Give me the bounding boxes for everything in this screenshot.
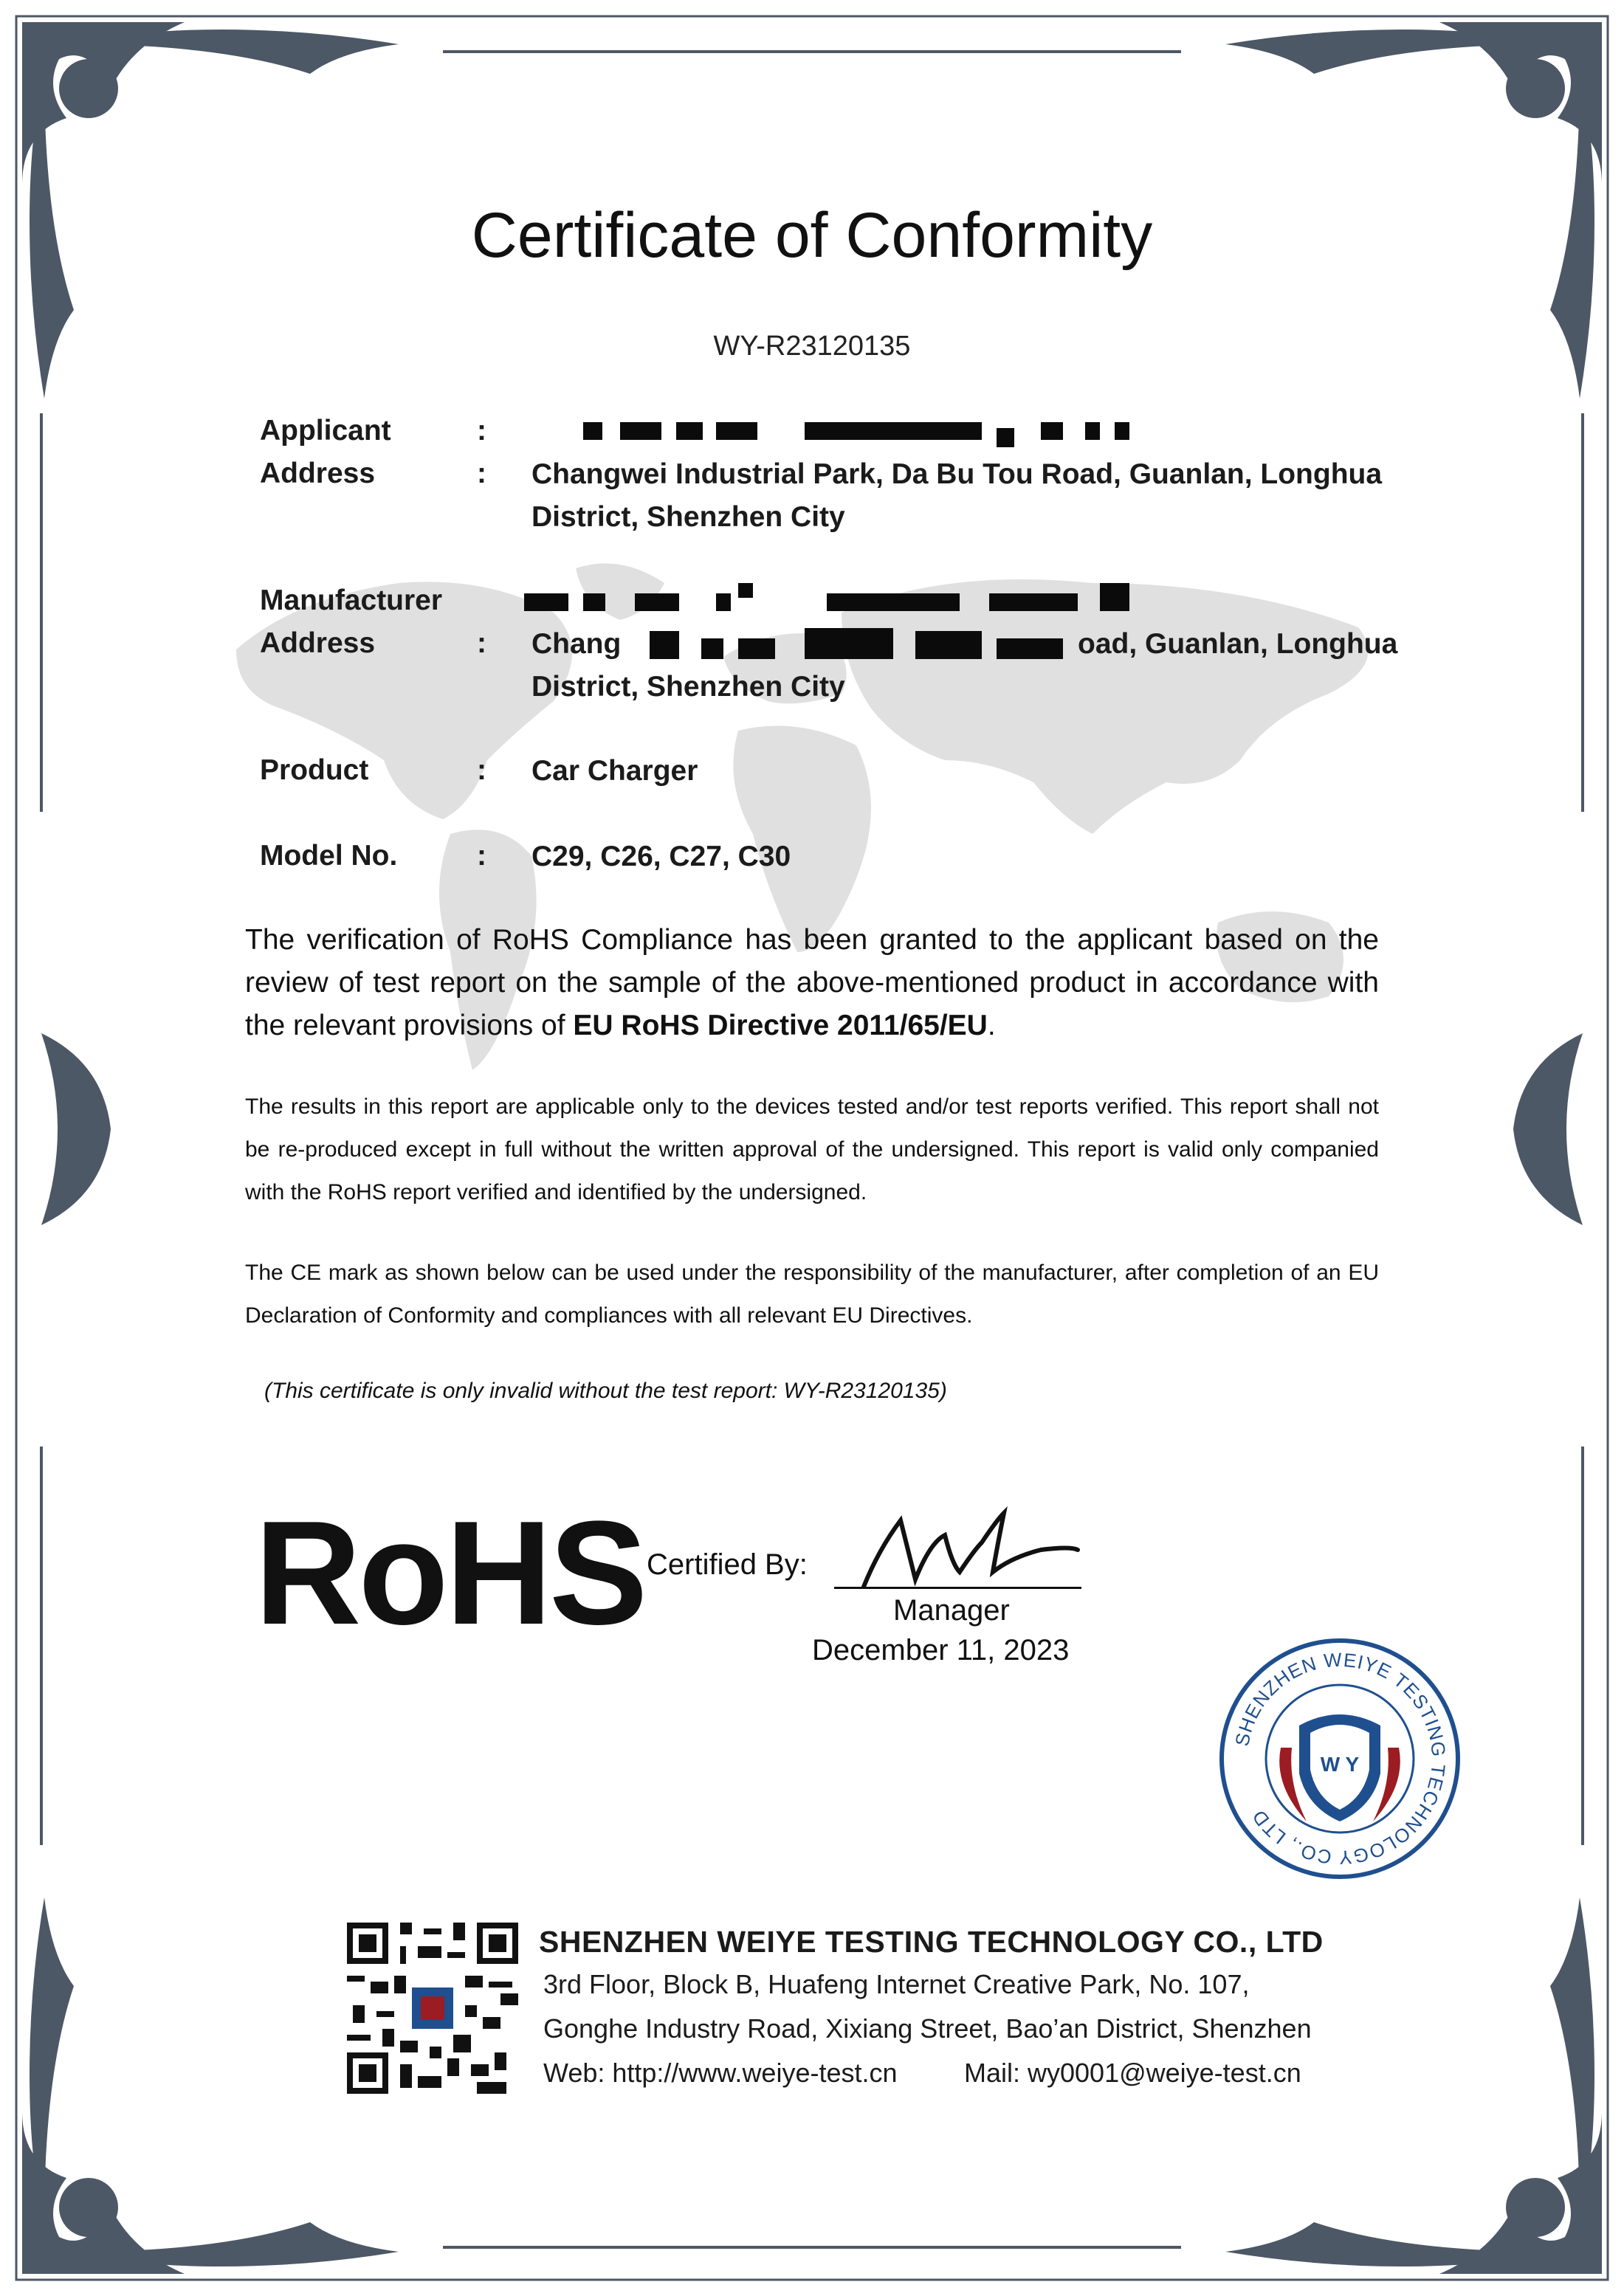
company-seal-icon <box>1218 1637 1462 1880</box>
certificate-number: WY-R23120135 <box>713 331 911 362</box>
seal-letters: W Y <box>1320 1753 1360 1776</box>
signature-line <box>834 1587 1081 1589</box>
product-value: Car Charger <box>531 755 698 787</box>
applicant-address-line2: District, Shenzhen City <box>531 501 845 533</box>
manufacturer-address-end: oad, Guanlan, Longhua <box>1078 628 1398 660</box>
rohs-mark: RoHS <box>255 1491 645 1655</box>
qr-code-icon <box>347 1923 518 2094</box>
model-label: Model No. <box>260 840 398 872</box>
manufacturer-address-colon: : <box>477 627 486 659</box>
ce-mark-paragraph: The CE mark as shown below can be used under the responsibility of the manufacturer, after completion of an EU Declaration of Conformity and compliances with all relevant EU Directives. <box>245 1261 1379 1328</box>
issue-date: December 11, 2023 <box>812 1634 1070 1666</box>
certified-by-label: Certified By: <box>647 1548 808 1581</box>
seal-text: SHENZHEN WEIYE TESTING TECHNOLOGY CO., LTD <box>1231 1648 1451 1869</box>
footer-mail: Mail: wy0001@weiye-test.cn <box>964 2058 1301 2088</box>
signer-role: Manager <box>893 1594 1010 1627</box>
footer-address-line1: 3rd Floor, Block B, Huafeng Internet Creative Park, No. 107, <box>543 1969 1250 1999</box>
certificate-title: Certificate of Conformity <box>471 200 1153 271</box>
verification-paragraph <box>245 919 1379 1047</box>
directive-reference: EU RoHS Directive 2011/65/EU <box>573 1010 988 1041</box>
applicant-address-line1: Changwei Industrial Park, Da Bu Tou Road, Guanlan, Longhua <box>531 458 1383 490</box>
footer-address-line2: Gonghe Industry Road, Xixiang Street, Bao’an District, Shenzhen <box>543 2013 1312 2044</box>
manufacturer-address-line2: District, Shenzhen City <box>531 671 845 703</box>
product-colon: : <box>477 754 486 786</box>
manufacturer-address-start: Chang <box>531 628 622 660</box>
applicant-address-label: Address <box>260 458 376 489</box>
manufacturer-address-label: Address <box>260 627 376 659</box>
applicant-name-redacted <box>583 419 1129 441</box>
results-paragraph: The results in this report are applicable only to the devices tested and/or test reports verified. This report shall not be re-produced except in full without the written approval of the undersigned. This report is valid only companied with the RoHS report verified and identified by the undersigned. <box>245 1094 1379 1204</box>
verification-end: . <box>987 1010 996 1041</box>
applicant-label: Applicant <box>260 415 391 447</box>
footer-company-name: SHENZHEN WEIYE TESTING TECHNOLOGY CO., LTD <box>539 1925 1324 1959</box>
applicant-colon: : <box>477 415 486 447</box>
manufacturer-address-redacted <box>635 624 1078 661</box>
validity-note: (This certificate is only invalid without the test report: WY-R23120135) <box>264 1379 947 1403</box>
model-colon: : <box>477 840 486 872</box>
manufacturer-label: Manufacturer <box>260 585 443 616</box>
verification-text: The verification of RoHS Compliance has been granted to the applicant based on the review of test report on the sample of the above-mentioned product in accordance with the relevant provisions of <box>245 924 1379 1041</box>
footer-web: Web: http://www.weiye-test.cn <box>543 2058 898 2088</box>
manufacturer-name-redacted <box>517 583 1181 620</box>
product-label: Product <box>260 754 369 786</box>
model-value: C29, C26, C27, C30 <box>531 841 791 872</box>
applicant-address-colon: : <box>477 458 486 489</box>
signature-icon <box>849 1506 1085 1594</box>
